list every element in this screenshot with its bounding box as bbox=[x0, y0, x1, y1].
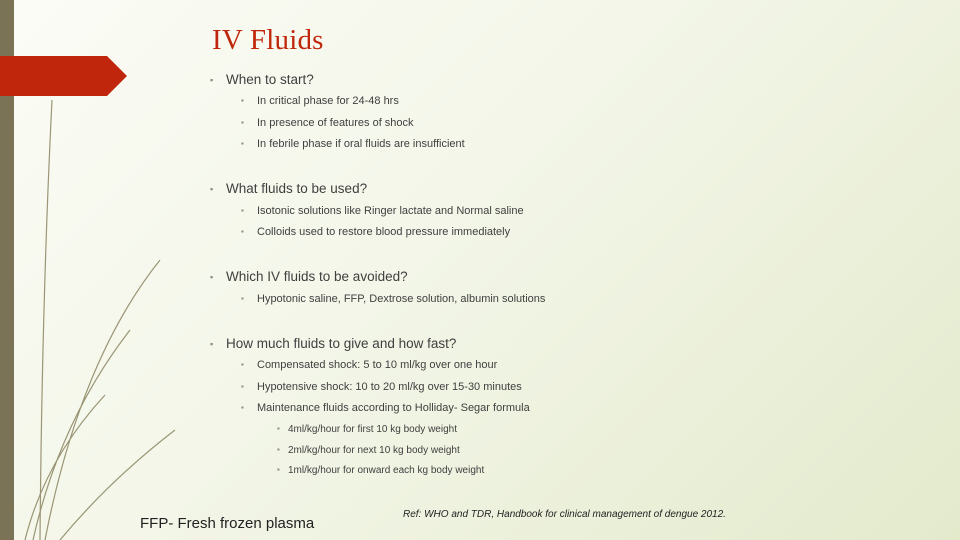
section-heading-text: How much fluids to give and how fast? bbox=[226, 336, 457, 351]
bullet-icon: ▪ bbox=[241, 403, 244, 412]
bullet-icon: ▪ bbox=[277, 424, 280, 433]
bullet-icon: ▪ bbox=[241, 139, 244, 148]
section-heading-text: When to start? bbox=[226, 72, 314, 87]
bullet-icon: ▪ bbox=[241, 227, 244, 236]
bullet-icon: ▪ bbox=[210, 272, 214, 282]
bullet-icon: ▪ bbox=[241, 118, 244, 127]
list-item-text: Hypotensive shock: 10 to 20 ml/kg over 15-30 minutes bbox=[257, 381, 522, 393]
bullet-icon: ▪ bbox=[277, 445, 280, 454]
sub-list-item-text: 4ml/kg/hour for first 10 kg body weight bbox=[288, 424, 457, 435]
bullet-icon: ▪ bbox=[210, 184, 214, 194]
list-item-text: Maintenance fluids according to Holliday- Segar formula bbox=[257, 402, 530, 414]
list-item-text: In febrile phase if oral fluids are insufficient bbox=[257, 138, 465, 150]
sub-list-item-text: 2ml/kg/hour for next 10 kg body weight bbox=[288, 445, 460, 456]
list-item-text: Compensated shock: 5 to 10 ml/kg over one hour bbox=[257, 359, 498, 371]
bullet-icon: ▪ bbox=[241, 294, 244, 303]
list-item-text: Colloids used to restore blood pressure immediately bbox=[257, 226, 511, 238]
list-item-text: In critical phase for 24-48 hrs bbox=[257, 95, 399, 107]
bullet-icon: ▪ bbox=[210, 339, 214, 349]
bullet-icon: ▪ bbox=[210, 75, 214, 85]
bullet-icon: ▪ bbox=[277, 465, 280, 474]
title-accent-tab bbox=[0, 56, 127, 96]
list-item-text: In presence of features of shock bbox=[257, 117, 414, 129]
list-item-text: Hypotonic saline, FFP, Dextrose solution, albumin solutions bbox=[257, 293, 546, 305]
bullet-icon: ▪ bbox=[241, 206, 244, 215]
footnote-abbreviation: FFP- Fresh frozen plasma bbox=[140, 515, 315, 532]
list-item-text: Isotonic solutions like Ringer lactate and Normal saline bbox=[257, 205, 524, 217]
bullet-icon: ▪ bbox=[241, 96, 244, 105]
section-heading-text: What fluids to be used? bbox=[226, 181, 368, 196]
bullet-icon: ▪ bbox=[241, 382, 244, 391]
sub-list-item-text: 1ml/kg/hour for onward each kg body weight bbox=[288, 465, 485, 476]
slide-title: IV Fluids bbox=[212, 24, 324, 56]
section-heading-text: Which IV fluids to be avoided? bbox=[226, 269, 408, 284]
bullet-icon: ▪ bbox=[241, 360, 244, 369]
footnote-reference: Ref: WHO and TDR, Handbook for clinical management of dengue 2012. bbox=[403, 509, 726, 520]
